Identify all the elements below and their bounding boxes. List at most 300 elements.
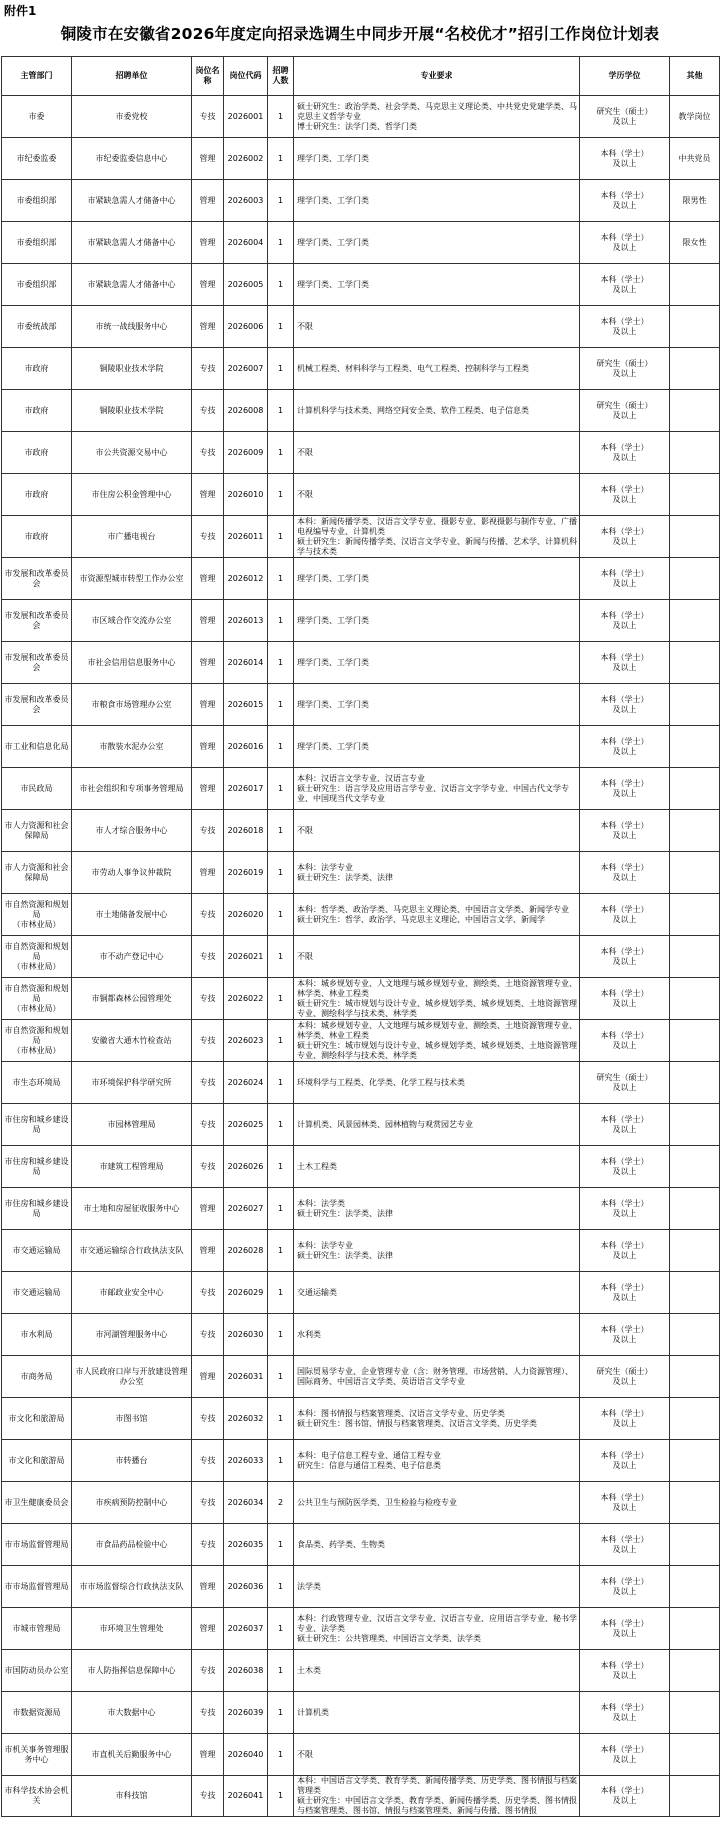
cell-post: 专技 — [192, 1062, 224, 1104]
table-row — [2, 726, 720, 768]
cell-dept: 市国防动员办公室 — [2, 1650, 72, 1692]
header-dept: 主管部门 — [2, 57, 72, 96]
cell-other — [670, 390, 720, 432]
table-row — [2, 390, 720, 432]
cell-dept: 市交通运输局 — [2, 1272, 72, 1314]
cell-other: 限女性 — [670, 222, 720, 264]
cell-code: 2026011 — [224, 516, 268, 558]
table-row — [2, 1356, 720, 1398]
cell-unit: 市散装水泥办公室 — [72, 726, 192, 768]
cell-major: 水利类 — [294, 1314, 580, 1356]
table-row — [2, 1230, 720, 1272]
cell-dept: 市文化和旅游局 — [2, 1440, 72, 1482]
cell-num: 1 — [268, 1566, 294, 1608]
table-row — [2, 1062, 720, 1104]
cell-code: 2026024 — [224, 1062, 268, 1104]
table-body — [2, 96, 720, 1817]
cell-edu: 本科（学士） 及以上 — [580, 1692, 670, 1734]
table-row — [2, 894, 720, 936]
cell-unit: 市环境卫生管理处 — [72, 1608, 192, 1650]
cell-post: 专技 — [192, 936, 224, 978]
table-row — [2, 1524, 720, 1566]
cell-code: 2026016 — [224, 726, 268, 768]
cell-code: 2026027 — [224, 1188, 268, 1230]
cell-other — [670, 642, 720, 684]
cell-major: 土木工程类 — [294, 1146, 580, 1188]
cell-other — [670, 1062, 720, 1104]
cell-edu: 本科（学士） 及以上 — [580, 558, 670, 600]
table-row — [2, 1776, 720, 1817]
cell-code: 2026007 — [224, 348, 268, 390]
cell-dept: 市政府 — [2, 432, 72, 474]
cell-code: 2026034 — [224, 1482, 268, 1524]
cell-major: 硕士研究生：政治学类、社会学类、马克思主义理论类、中共党史党建学类、马克思主义哲学专业 博士研究生：法学门类、哲学门类 — [294, 96, 580, 138]
cell-post: 专技 — [192, 1104, 224, 1146]
cell-unit: 市人民政府口岸与开放建设管理办公室 — [72, 1356, 192, 1398]
cell-unit: 市社会组织和专项事务管理局 — [72, 768, 192, 810]
cell-post: 专技 — [192, 1650, 224, 1692]
cell-code: 2026018 — [224, 810, 268, 852]
cell-unit: 市建筑工程管理局 — [72, 1146, 192, 1188]
cell-num: 1 — [268, 1734, 294, 1776]
cell-num: 1 — [268, 1776, 294, 1817]
table-row — [2, 1146, 720, 1188]
cell-edu: 研究生（硕士） 及以上 — [580, 1356, 670, 1398]
cell-post: 管理 — [192, 306, 224, 348]
cell-code: 2026031 — [224, 1356, 268, 1398]
cell-edu: 本科（学士） 及以上 — [580, 1650, 670, 1692]
cell-unit: 市纪委监委信息中心 — [72, 138, 192, 180]
cell-other: 限男性 — [670, 180, 720, 222]
cell-dept: 市住房和城乡建设局 — [2, 1104, 72, 1146]
cell-dept: 市委统战部 — [2, 306, 72, 348]
attachment-label: 附件1 — [4, 4, 37, 18]
cell-major: 不限 — [294, 936, 580, 978]
table-row — [2, 1440, 720, 1482]
cell-post: 管理 — [192, 1734, 224, 1776]
cell-post: 专技 — [192, 1314, 224, 1356]
table-row — [2, 1314, 720, 1356]
cell-code: 2026019 — [224, 852, 268, 894]
cell-code: 2026032 — [224, 1398, 268, 1440]
cell-major: 不限 — [294, 306, 580, 348]
cell-num: 1 — [268, 768, 294, 810]
cell-post: 专技 — [192, 1524, 224, 1566]
cell-dept: 市政府 — [2, 474, 72, 516]
cell-other — [670, 264, 720, 306]
cell-dept: 市发展和改革委员会 — [2, 558, 72, 600]
table-row — [2, 1692, 720, 1734]
cell-code: 2026035 — [224, 1524, 268, 1566]
cell-dept: 市委组织部 — [2, 180, 72, 222]
cell-unit: 市园林管理局 — [72, 1104, 192, 1146]
cell-major: 本科：法学类 硕士研究生：法学类、法律 — [294, 1188, 580, 1230]
cell-num: 1 — [268, 684, 294, 726]
cell-major: 计算机类、风景园林类、园林植物与观赏园艺专业 — [294, 1104, 580, 1146]
cell-major: 本科：法学专业 硕士研究生：法学类、法律 — [294, 852, 580, 894]
cell-unit: 市区域合作交流办公室 — [72, 600, 192, 642]
cell-dept: 市自然资源和规划局 （市林业局） — [2, 936, 72, 978]
cell-major: 理学门类、工学门类 — [294, 726, 580, 768]
cell-other — [670, 894, 720, 936]
cell-edu: 本科（学士） 及以上 — [580, 1524, 670, 1566]
cell-unit: 市广播电视台 — [72, 516, 192, 558]
cell-dept: 市民政局 — [2, 768, 72, 810]
cell-major: 不限 — [294, 432, 580, 474]
cell-edu: 本科（学士） 及以上 — [580, 684, 670, 726]
cell-num: 1 — [268, 264, 294, 306]
cell-unit: 市交通运输综合行政执法支队 — [72, 1230, 192, 1272]
cell-code: 2026028 — [224, 1230, 268, 1272]
cell-unit: 市人防指挥信息保障中心 — [72, 1650, 192, 1692]
cell-code: 2026006 — [224, 306, 268, 348]
cell-major: 计算机科学与技术类、网络空间安全类、软件工程类、电子信息类 — [294, 390, 580, 432]
cell-dept: 市政府 — [2, 348, 72, 390]
cell-edu: 本科（学士） 及以上 — [580, 894, 670, 936]
cell-dept: 市自然资源和规划局 （市林业局） — [2, 894, 72, 936]
cell-unit: 市大数据中心 — [72, 1692, 192, 1734]
cell-post: 管理 — [192, 1608, 224, 1650]
cell-dept: 市工业和信息化局 — [2, 726, 72, 768]
cell-edu: 本科（学士） 及以上 — [580, 1314, 670, 1356]
cell-post: 专技 — [192, 1020, 224, 1062]
cell-num: 1 — [268, 516, 294, 558]
cell-num: 2 — [268, 1482, 294, 1524]
table-row — [2, 138, 720, 180]
page-title: 铜陵市在安徽省2026年度定向招录选调生中同步开展“名校优才”招引工作岗位计划表 — [60, 25, 660, 43]
cell-num: 1 — [268, 348, 294, 390]
cell-edu: 本科（学士） 及以上 — [580, 642, 670, 684]
cell-num: 1 — [268, 180, 294, 222]
cell-dept: 市纪委监委 — [2, 138, 72, 180]
cell-dept: 市城市管理局 — [2, 1608, 72, 1650]
cell-other — [670, 348, 720, 390]
cell-other — [670, 1692, 720, 1734]
cell-unit: 市劳动人事争议仲裁院 — [72, 852, 192, 894]
cell-code: 2026026 — [224, 1146, 268, 1188]
cell-major: 土木类 — [294, 1650, 580, 1692]
cell-other — [670, 474, 720, 516]
cell-major: 本科：图书情报与档案管理类、汉语言文学专业、历史学类 硕士研究生：图书馆、情报与档案管理类、汉语言文学类、历史学类 — [294, 1398, 580, 1440]
cell-other — [670, 936, 720, 978]
cell-num: 1 — [268, 474, 294, 516]
header-code: 岗位代码 — [224, 57, 268, 96]
cell-edu: 本科（学士） 及以上 — [580, 1398, 670, 1440]
cell-num: 1 — [268, 1608, 294, 1650]
cell-code: 2026023 — [224, 1020, 268, 1062]
cell-edu: 本科（学士） 及以上 — [580, 600, 670, 642]
cell-edu: 本科（学士） 及以上 — [580, 1608, 670, 1650]
cell-unit: 市科技馆 — [72, 1776, 192, 1817]
cell-edu: 本科（学士） 及以上 — [580, 1566, 670, 1608]
cell-code: 2026014 — [224, 642, 268, 684]
cell-code: 2026022 — [224, 978, 268, 1020]
cell-other: 教学岗位 — [670, 96, 720, 138]
cell-other — [670, 684, 720, 726]
cell-dept: 市委组织部 — [2, 264, 72, 306]
cell-edu: 本科（学士） 及以上 — [580, 1776, 670, 1817]
cell-num: 1 — [268, 306, 294, 348]
table-row — [2, 96, 720, 138]
cell-num: 1 — [268, 1188, 294, 1230]
cell-other — [670, 1482, 720, 1524]
cell-edu: 本科（学士） 及以上 — [580, 138, 670, 180]
cell-other: 中共党员 — [670, 138, 720, 180]
cell-num: 1 — [268, 978, 294, 1020]
cell-post: 专技 — [192, 348, 224, 390]
cell-major: 理学门类、工学门类 — [294, 642, 580, 684]
cell-unit: 市邮政业安全中心 — [72, 1272, 192, 1314]
cell-dept: 市发展和改革委员会 — [2, 600, 72, 642]
cell-code: 2026013 — [224, 600, 268, 642]
cell-post: 专技 — [192, 894, 224, 936]
table-row — [2, 1608, 720, 1650]
cell-post: 专技 — [192, 1440, 224, 1482]
cell-unit: 市不动产登记中心 — [72, 936, 192, 978]
cell-num: 1 — [268, 1692, 294, 1734]
table-row — [2, 978, 720, 1020]
cell-dept: 市卫生健康委员会 — [2, 1482, 72, 1524]
cell-other — [670, 1188, 720, 1230]
cell-unit: 市食品药品检验中心 — [72, 1524, 192, 1566]
cell-unit: 市公共资源交易中心 — [72, 432, 192, 474]
cell-edu: 本科（学士） 及以上 — [580, 1020, 670, 1062]
cell-other — [670, 1398, 720, 1440]
cell-unit: 市土地储备发展中心 — [72, 894, 192, 936]
cell-dept: 市文化和旅游局 — [2, 1398, 72, 1440]
cell-code: 2026030 — [224, 1314, 268, 1356]
cell-dept: 市自然资源和规划局 （市林业局） — [2, 1020, 72, 1062]
cell-other — [670, 1524, 720, 1566]
cell-unit: 市铜都森林公园管理处 — [72, 978, 192, 1020]
cell-code: 2026010 — [224, 474, 268, 516]
table-row — [2, 348, 720, 390]
cell-other — [670, 852, 720, 894]
cell-num: 1 — [268, 810, 294, 852]
cell-edu: 研究生（硕士） 及以上 — [580, 96, 670, 138]
cell-edu: 研究生（硕士） 及以上 — [580, 1062, 670, 1104]
table-row — [2, 1104, 720, 1146]
cell-dept: 市政府 — [2, 516, 72, 558]
cell-num: 1 — [268, 558, 294, 600]
cell-num: 1 — [268, 390, 294, 432]
cell-post: 管理 — [192, 180, 224, 222]
cell-dept: 市住房和城乡建设局 — [2, 1146, 72, 1188]
cell-other — [670, 1440, 720, 1482]
cell-post: 专技 — [192, 1398, 224, 1440]
cell-code: 2026003 — [224, 180, 268, 222]
cell-other — [670, 726, 720, 768]
cell-major: 法学类 — [294, 1566, 580, 1608]
cell-other — [670, 1566, 720, 1608]
cell-dept: 市人力资源和社会保障局 — [2, 810, 72, 852]
cell-unit: 市紧缺急需人才储备中心 — [72, 222, 192, 264]
cell-unit: 市紧缺急需人才储备中心 — [72, 264, 192, 306]
cell-post: 管理 — [192, 600, 224, 642]
cell-code: 2026021 — [224, 936, 268, 978]
cell-code: 2026008 — [224, 390, 268, 432]
cell-post: 管理 — [192, 642, 224, 684]
table-row — [2, 1734, 720, 1776]
cell-major: 本科：哲学类、政治学类、马克思主义理论类、中国语言文学类、新闻学专业 硕士研究生：哲学、政治学、马克思主义理论、中国语言文学、新闻学 — [294, 894, 580, 936]
cell-num: 1 — [268, 894, 294, 936]
cell-edu: 本科（学士） 及以上 — [580, 768, 670, 810]
cell-dept: 市发展和改革委员会 — [2, 684, 72, 726]
cell-code: 2026002 — [224, 138, 268, 180]
table-row — [2, 432, 720, 474]
cell-post: 管理 — [192, 684, 224, 726]
cell-num: 1 — [268, 1104, 294, 1146]
cell-major: 国际贸易学专业、企业管理专业（含：财务管理、市场营销、人力资源管理）、国际商务、中国语言文学类、英语语言文学专业 — [294, 1356, 580, 1398]
table-row — [2, 1566, 720, 1608]
cell-major: 本科：新闻传播学类、汉语言文学专业、摄影专业、影视摄影与制作专业、广播电视编导专业、计算机类 硕士研究生：新闻传播学类、汉语言文学专业、新闻与传播、艺术学、计算机科学与技术类 — [294, 516, 580, 558]
table-row — [2, 684, 720, 726]
cell-post: 管理 — [192, 1566, 224, 1608]
cell-code: 2026029 — [224, 1272, 268, 1314]
cell-major: 理学门类、工学门类 — [294, 558, 580, 600]
cell-edu: 本科（学士） 及以上 — [580, 1104, 670, 1146]
table-row — [2, 936, 720, 978]
table-header-row — [2, 57, 720, 96]
cell-code: 2026005 — [224, 264, 268, 306]
cell-other — [670, 1650, 720, 1692]
cell-code: 2026020 — [224, 894, 268, 936]
cell-code: 2026040 — [224, 1734, 268, 1776]
cell-dept: 市机关事务管理服务中心 — [2, 1734, 72, 1776]
cell-post: 管理 — [192, 768, 224, 810]
cell-edu: 本科（学士） 及以上 — [580, 1272, 670, 1314]
cell-unit: 市图书馆 — [72, 1398, 192, 1440]
cell-num: 1 — [268, 600, 294, 642]
cell-dept: 市发展和改革委员会 — [2, 642, 72, 684]
cell-unit: 市转播台 — [72, 1440, 192, 1482]
cell-dept: 市委 — [2, 96, 72, 138]
cell-num: 1 — [268, 726, 294, 768]
cell-major: 理学门类、工学门类 — [294, 180, 580, 222]
cell-major: 本科：行政管理专业、汉语言文学专业、汉语言专业、应用语言学专业、秘书学专业、法学类 硕士研究生：公共管理类、中国语言文学类、法学类 — [294, 1608, 580, 1650]
cell-post: 管理 — [192, 222, 224, 264]
cell-post: 专技 — [192, 978, 224, 1020]
cell-major: 机械工程类、材料科学与工程类、电气工程类、控制科学与工程类 — [294, 348, 580, 390]
cell-unit: 市委党校 — [72, 96, 192, 138]
cell-num: 1 — [268, 1398, 294, 1440]
table-row — [2, 768, 720, 810]
cell-other — [670, 1314, 720, 1356]
table-row — [2, 1650, 720, 1692]
cell-other — [670, 1020, 720, 1062]
cell-unit: 市市场监督综合行政执法支队 — [72, 1566, 192, 1608]
header-unit: 招聘单位 — [72, 57, 192, 96]
cell-post: 专技 — [192, 390, 224, 432]
cell-post: 专技 — [192, 516, 224, 558]
cell-post: 管理 — [192, 474, 224, 516]
header-post: 岗位名称 — [192, 57, 224, 96]
cell-edu: 本科（学士） 及以上 — [580, 516, 670, 558]
cell-num: 1 — [268, 138, 294, 180]
cell-dept: 市交通运输局 — [2, 1230, 72, 1272]
cell-unit: 市河湖管理服务中心 — [72, 1314, 192, 1356]
cell-major: 理学门类、工学门类 — [294, 600, 580, 642]
cell-unit: 市统一战线服务中心 — [72, 306, 192, 348]
table-row — [2, 474, 720, 516]
cell-other — [670, 558, 720, 600]
cell-num: 1 — [268, 852, 294, 894]
cell-num: 1 — [268, 1062, 294, 1104]
cell-other — [670, 516, 720, 558]
cell-num: 1 — [268, 1356, 294, 1398]
table-row — [2, 810, 720, 852]
cell-dept: 市商务局 — [2, 1356, 72, 1398]
cell-unit: 铜陵职业技术学院 — [72, 390, 192, 432]
cell-post: 专技 — [192, 1482, 224, 1524]
cell-code: 2026039 — [224, 1692, 268, 1734]
cell-dept: 市水利局 — [2, 1314, 72, 1356]
cell-dept: 市人力资源和社会保障局 — [2, 852, 72, 894]
cell-unit: 市疾病预防控制中心 — [72, 1482, 192, 1524]
table-row — [2, 852, 720, 894]
table-row — [2, 264, 720, 306]
cell-dept: 市住房和城乡建设局 — [2, 1188, 72, 1230]
table-row — [2, 1482, 720, 1524]
cell-edu: 本科（学士） 及以上 — [580, 1734, 670, 1776]
cell-edu: 本科（学士） 及以上 — [580, 222, 670, 264]
cell-post: 管理 — [192, 1356, 224, 1398]
cell-other — [670, 810, 720, 852]
cell-dept: 市科学技术协会机关 — [2, 1776, 72, 1817]
cell-major: 本科：城乡规划专业、人文地理与城乡规划专业、测绘类、土地资源管理专业、林学类、林业工程类 硕士研究生：城市规划与设计专业、城乡规划学类、城乡规划类、土地资源管理专业、测绘科学与技术类、林学类 — [294, 978, 580, 1020]
cell-edu: 研究生（硕士） 及以上 — [580, 390, 670, 432]
cell-edu: 本科（学士） 及以上 — [580, 1188, 670, 1230]
cell-num: 1 — [268, 1230, 294, 1272]
table-row — [2, 558, 720, 600]
cell-post: 专技 — [192, 1776, 224, 1817]
cell-edu: 本科（学士） 及以上 — [580, 1146, 670, 1188]
cell-code: 2026009 — [224, 432, 268, 474]
cell-edu: 本科（学士） 及以上 — [580, 936, 670, 978]
cell-edu: 本科（学士） 及以上 — [580, 810, 670, 852]
cell-edu: 本科（学士） 及以上 — [580, 180, 670, 222]
cell-code: 2026038 — [224, 1650, 268, 1692]
cell-major: 不限 — [294, 1734, 580, 1776]
cell-num: 1 — [268, 1020, 294, 1062]
cell-edu: 本科（学士） 及以上 — [580, 432, 670, 474]
cell-edu: 研究生（硕士） 及以上 — [580, 348, 670, 390]
cell-num: 1 — [268, 1650, 294, 1692]
cell-dept: 市数据资源局 — [2, 1692, 72, 1734]
cell-num: 1 — [268, 1272, 294, 1314]
cell-code: 2026004 — [224, 222, 268, 264]
cell-unit: 市粮食市场管理办公室 — [72, 684, 192, 726]
cell-code: 2026017 — [224, 768, 268, 810]
cell-unit: 市环境保护科学研究所 — [72, 1062, 192, 1104]
cell-other — [670, 768, 720, 810]
cell-major: 本科：法学专业 硕士研究生：法学类、法律 — [294, 1230, 580, 1272]
cell-other — [670, 1356, 720, 1398]
cell-post: 管理 — [192, 1188, 224, 1230]
cell-other — [670, 1608, 720, 1650]
cell-major: 食品类、药学类、生物类 — [294, 1524, 580, 1566]
table-row — [2, 642, 720, 684]
cell-other — [670, 1776, 720, 1817]
cell-post: 专技 — [192, 1692, 224, 1734]
cell-major: 本科：城乡规划专业、人文地理与城乡规划专业、测绘类、土地资源管理专业、林学类、林业工程类 硕士研究生：城市规划与设计专业、城乡规划学类、城乡规划类、土地资源管理专业、测绘科学与技术类、林学类 — [294, 1020, 580, 1062]
cell-edu: 本科（学士） 及以上 — [580, 1482, 670, 1524]
cell-major: 本科：汉语言文学专业、汉语言专业 硕士研究生：语言学及应用语言学专业、汉语言文字学专业、中国古代文学专业、中国现当代文学专业 — [294, 768, 580, 810]
table-row — [2, 516, 720, 558]
cell-other — [670, 978, 720, 1020]
table-row — [2, 1020, 720, 1062]
cell-post: 专技 — [192, 432, 224, 474]
